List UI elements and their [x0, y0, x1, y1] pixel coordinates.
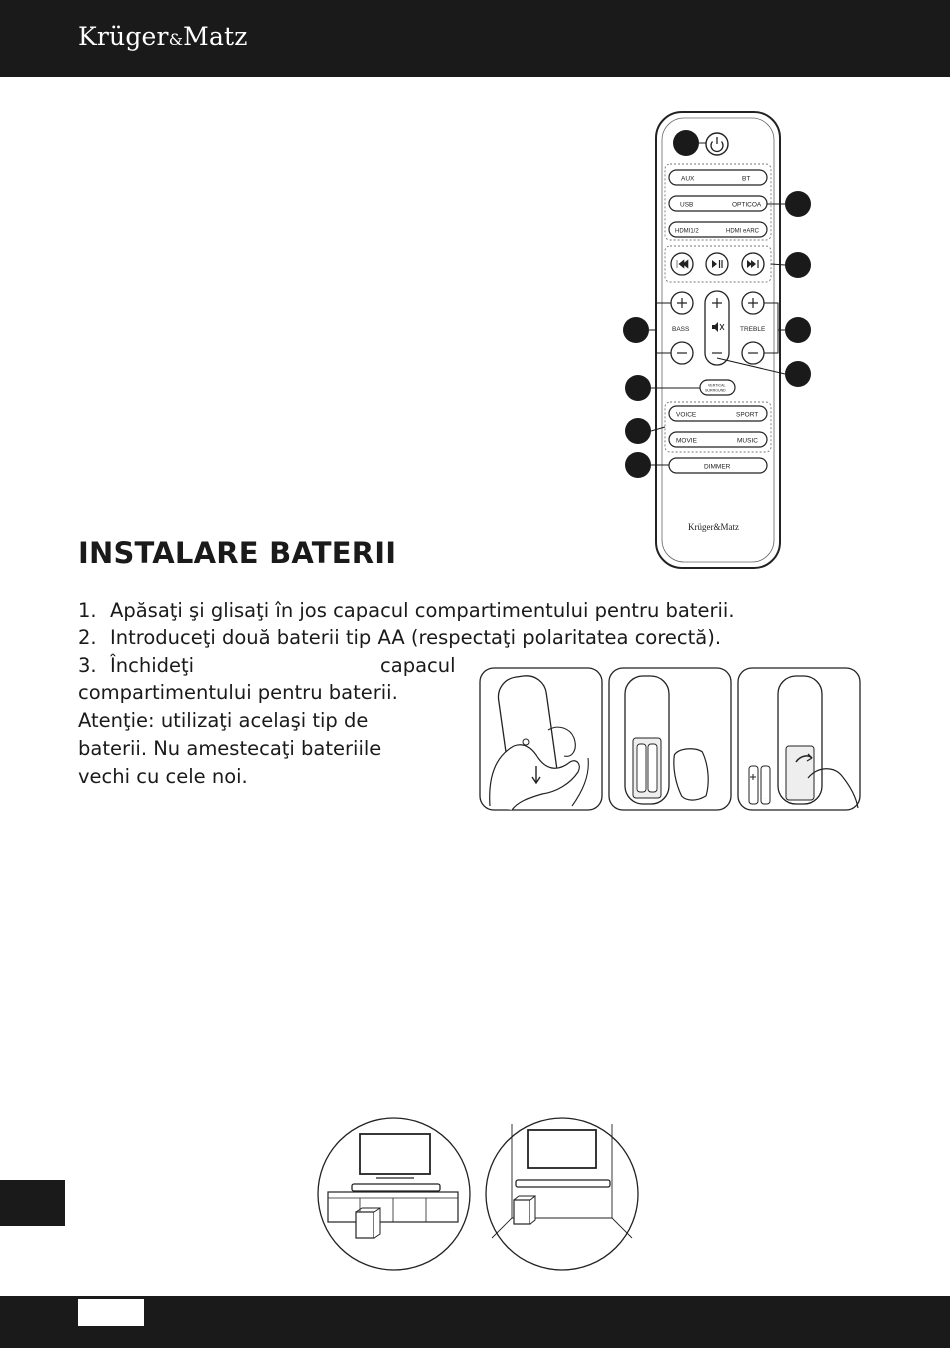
tv-icon [360, 1134, 430, 1174]
note-line: vechi cu cele noi. [78, 765, 248, 788]
step-3: 3. Închideţi capacul [78, 654, 456, 677]
section-title: INSTALARE BATERII [78, 536, 397, 570]
step-1: 1. Apăsaţi şi glisaţi în jos capacul compartimentului pentru baterii. [78, 599, 735, 622]
note-line: Atenţie: utilizaţi acelaşi tip de [78, 709, 369, 732]
music-button-label: MUSIC [737, 437, 758, 445]
dimmer-button-label: DIMMER [704, 463, 731, 471]
optical-button-label: OPTICOA [732, 201, 762, 209]
battery-warning-note [78, 707, 478, 791]
hdmi-earc-button-label: HDMI eARC [726, 228, 760, 235]
hdmi-button-label: HDMI1/2 [675, 228, 699, 235]
aux-button-label: AUX [681, 175, 695, 183]
subwoofer-icon [356, 1212, 374, 1238]
bass-label: BASS [672, 326, 690, 333]
vertical-surround-label-2: SURROUND [705, 388, 726, 393]
voice-button-label: VOICE [676, 411, 697, 419]
remote-logo: Krüger&Matz [688, 522, 739, 532]
soundbar-icon [352, 1184, 440, 1191]
page-header [0, 0, 950, 77]
sport-button-label: SPORT [736, 411, 759, 419]
movie-button-label: MOVIE [676, 437, 697, 445]
soundbar-placement-figures [316, 1114, 640, 1274]
note-line: baterii. Nu amestecaţi bateriile [78, 737, 382, 760]
brand-logo: Krüger&Matz [78, 22, 248, 51]
usb-button-label: USB [680, 201, 694, 209]
treble-label: TREBLE [740, 326, 766, 333]
page-number-box [78, 1299, 144, 1326]
vertical-surround-label: VERTICAL [708, 383, 726, 388]
power-button [706, 133, 728, 155]
subwoofer-icon [514, 1200, 530, 1224]
step-2: 2. Introduceţi două baterii tip AA (respectaţi polaritatea corectă). [78, 626, 722, 649]
step-3-continued: compartimentului pentru baterii. [78, 681, 398, 704]
battery-installation-figures [478, 666, 862, 814]
bt-button-label: BT [742, 175, 751, 183]
remote-control-illustration [600, 100, 840, 580]
tv-icon [528, 1130, 596, 1168]
soundbar-icon [516, 1180, 610, 1187]
page-side-tab [0, 1180, 65, 1226]
